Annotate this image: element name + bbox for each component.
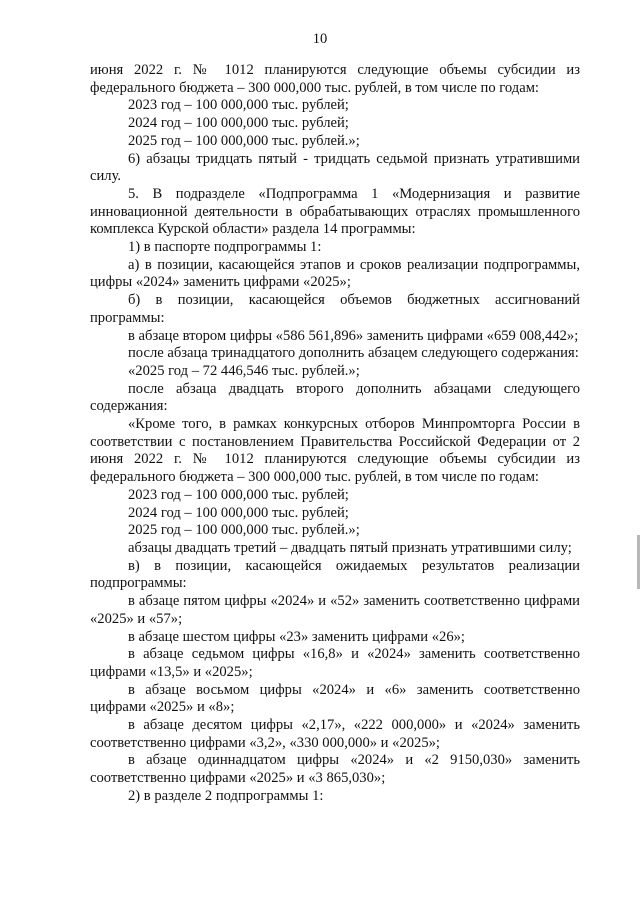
paragraph: «2025 год – 72 446,546 тыс. рублей.»;: [128, 362, 360, 379]
paragraph: 2023 год – 100 000,000 тыс. рублей;: [128, 486, 349, 503]
paragraph: 2025 год – 100 000,000 тыс. рублей.»;: [128, 522, 360, 539]
paragraph: июня 2022 г. № 1012 планируются следующие объемы субсидии из федерального бюджета – 300 000,000 тыс. рублей, в том числе по годам:: [90, 62, 580, 96]
paragraph: 6) абзацы тридцать пятый - тридцать седьмой признать утратившими силу.: [90, 150, 580, 185]
paragraph: в абзаце одиннадцатом цифры «2024» и «2 9150,030» заменить соответственно цифрами «2025» и «3 865,030»;: [90, 752, 580, 787]
paragraph: в абзаце шестом цифры «23» заменить цифрами «26»;: [128, 628, 465, 645]
paragraph: в) в позиции, касающейся ожидаемых результатов реализации подпрограммы:: [90, 557, 580, 592]
document-body: [90, 62, 580, 806]
paragraph: 2025 год – 100 000,000 тыс. рублей.»;: [128, 132, 360, 149]
paragraph: 1) в паспорте подпрограммы 1:: [128, 239, 322, 256]
paragraph: в абзаце седьмом цифры «16,8» и «2024» заменить соответственно цифрами «13,5» и «2025»;: [90, 646, 580, 680]
paragraph: 2024 год – 100 000,000 тыс. рублей;: [128, 504, 349, 521]
paragraph: абзацы двадцать третий – двадцать пятый признать утратившими силу;: [128, 539, 572, 556]
paragraph: 5. В подразделе «Подпрограмма 1 «Модернизация и развитие инновационной деятельности в обрабатывающих отраслях промышленного комплекса Курской области» раздела 14 программы:: [90, 185, 580, 238]
paragraph: в абзаце втором цифры «586 561,896» заменить цифрами «659 008,442»;: [128, 327, 579, 344]
paragraph: 2024 год – 100 000,000 тыс. рублей;: [128, 115, 349, 132]
paragraph: а) в позиции, касающейся этапов и сроков реализации подпрограммы, цифры «2024» заменить цифрами «2025»;: [90, 256, 580, 291]
paragraph: 2) в разделе 2 подпрограммы 1:: [128, 787, 324, 804]
paragraph: в абзаце пятом цифры «2024» и «52» заменить соответственно цифрами «2025» и «57»;: [90, 593, 580, 627]
page-number: 10: [312, 31, 328, 47]
paragraph: б) в позиции, касающейся объемов бюджетных ассигнований программы:: [90, 292, 580, 326]
paragraph: после абзаца двадцать второго дополнить абзацами следующего содержания:: [90, 380, 580, 415]
paragraph: «Кроме того, в рамках конкурсных отборов Минпромторга России в соответствии с постановлением Правительства Российской Федерации от 2 июня 2022 г. № 1012 планируются следующие объемы субсидии из федерального бюджета – 300 000,000 тыс. рублей, в том числе по годам:: [90, 416, 580, 486]
paragraph: в абзаце восьмом цифры «2024» и «6» заменить соответственно цифрами «2025» и «8»;: [90, 681, 580, 716]
paragraph: в абзаце десятом цифры «2,17», «222 000,000» и «2024» заменить соответственно цифрами «3,2», «330 000,000» и «2025»;: [90, 717, 580, 751]
paragraph: после абзаца тринадцатого дополнить абзацем следующего содержания:: [128, 345, 579, 362]
paragraph: 2023 год – 100 000,000 тыс. рублей;: [128, 97, 349, 114]
